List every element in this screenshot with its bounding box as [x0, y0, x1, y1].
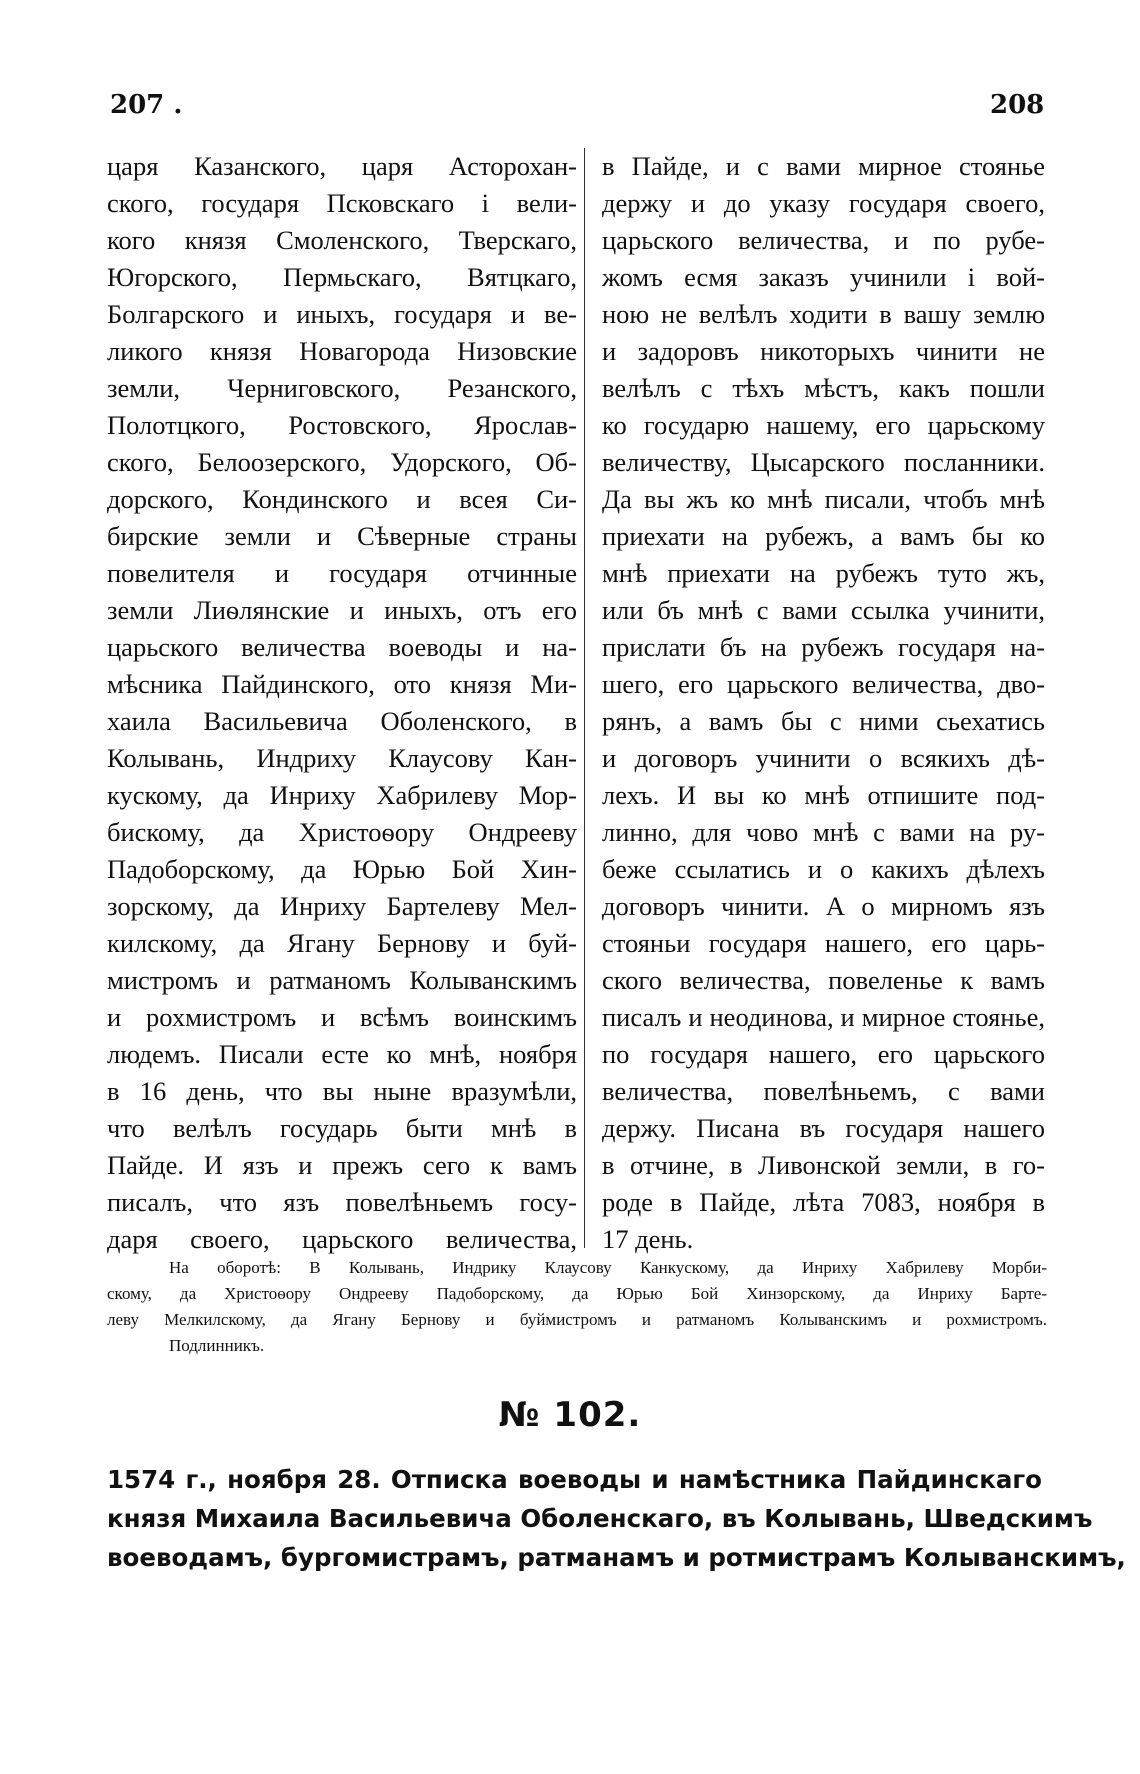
text-line: ского величества, повеленье к вамъ: [602, 965, 1045, 995]
text-line: в 16 день, что вы ныне вразумѣли,: [107, 1076, 577, 1106]
text-line: хаила Васильевича Оболенского, в: [107, 706, 577, 736]
text-line: Болгарского и иныхъ, государя и ве-: [107, 299, 577, 329]
text-line: писалъ, что язъ повелѣньемъ госу-: [107, 1187, 577, 1217]
text-line: 17 день.: [602, 1224, 694, 1254]
text-line: стояньи государя нашего, его царь-: [602, 928, 1045, 958]
text-line: и задоровъ никоторыхъ чинити не: [602, 336, 1045, 366]
text-line: даря своего, царьского величества,: [107, 1224, 577, 1254]
text-line: договоръ чинити. А о мирномъ язъ: [602, 891, 1045, 921]
text-line: зорскому, да Инриху Бартелеву Мел-: [107, 891, 577, 921]
heading-line: князя Михаила Васильевича Оболенскаго, въ Колывань, Шведскимъ: [107, 1504, 1093, 1533]
left-column: [107, 148, 577, 1258]
text-line: Полотцкого, Ростовского, Ярослав-: [107, 410, 577, 440]
text-line: ко государю нашему, его царьскому: [602, 410, 1045, 440]
text-line: Да вы жъ ко мнѣ писали, чтобъ мнѣ: [602, 484, 1045, 514]
text-line: Падоборскому, да Юрью Бой Хин-: [107, 854, 577, 884]
text-line: и договоръ учинити о всякихъ дѣ-: [602, 743, 1045, 773]
text-line: роде в Пайде, лѣта 7083, ноября в: [602, 1187, 1045, 1217]
text-line: царьского величества, и по рубе-: [602, 225, 1045, 255]
page-number-left: 207 .: [110, 90, 183, 120]
text-line: мѣсника Пайдинского, ото князя Ми-: [107, 669, 577, 699]
text-line: кого князя Смоленского, Тверскаго,: [107, 225, 577, 255]
text-line: в Пайде, и с вами мирное стоянье: [602, 151, 1045, 181]
document-heading: [107, 1460, 1126, 1577]
text-line: в отчине, в Ливонской земли, в го-: [602, 1150, 1045, 1180]
footnote: [107, 1255, 1047, 1359]
text-line: лехъ. И вы ко мнѣ отпишите под-: [602, 780, 1045, 810]
column-divider: [584, 148, 585, 1248]
text-line: мистромъ и ратманомъ Колыванскимъ: [107, 965, 577, 995]
text-line: велѣлъ с тѣхъ мѣстъ, какъ пошли: [602, 373, 1045, 403]
text-line: бискому, да Христоѳору Ондрееву: [107, 817, 577, 847]
document-number: № 102.: [498, 1395, 642, 1435]
right-column: [602, 148, 1045, 1258]
text-line: шего, его царьского величества, дво-: [602, 669, 1045, 699]
text-line: жомъ есмя заказъ учинили і вой-: [602, 262, 1045, 292]
text-line: писалъ и неодинова, и мирное стоянье,: [602, 1002, 1045, 1032]
text-line: по государя нашего, его царьского: [602, 1039, 1045, 1069]
text-line: что велѣлъ государь быти мнѣ в: [107, 1113, 577, 1143]
text-line: держу. Писана въ государя нашего: [602, 1113, 1045, 1143]
text-line: кускому, да Инриху Хабрилеву Мор-: [107, 780, 577, 810]
text-line: ликого князя Новагорода Низовские: [107, 336, 577, 366]
footnote-line: На оборотѣ: В Колывань, Индрику Клаусову Канкускому, да Инриху Хабрилеву Морби-: [169, 1258, 1047, 1277]
text-line: мнѣ приехати на рубежъ туто жъ,: [602, 558, 1045, 588]
footnote-line: скому, да Христоѳору Ондрееву Падоборскому, да Юрью Бой Хинзорскому, да Инриху Барте-: [107, 1284, 1047, 1303]
footnote-source: Подлинникъ.: [169, 1336, 265, 1355]
text-line: ского, Белоозерского, Удорского, Об-: [107, 447, 577, 477]
text-line: земли Лиѳлянские и иныхъ, отъ его: [107, 595, 577, 625]
text-line: царя Казанского, царя Асторохан-: [107, 151, 577, 181]
heading-line: 1574 г., ноября 28. Отписка воеводы и намѣстника Пайдинскаго: [107, 1465, 1042, 1494]
text-line: ского, государя Псковскаго і вели-: [107, 188, 577, 218]
text-line: Югорского, Пермьскаго, Вятцкаго,: [107, 262, 577, 292]
text-line: ною не велѣлъ ходити в вашу землю: [602, 299, 1045, 329]
text-line: Пайде. И язъ и прежъ сего к вамъ: [107, 1150, 577, 1180]
text-line: царьского величества воеводы и на-: [107, 632, 577, 662]
text-line: величеству, Цысарского посланники.: [602, 447, 1045, 477]
text-line: держу и до указу государя своего,: [602, 188, 1045, 218]
text-line: людемъ. Писали есте ко мнѣ, ноября: [107, 1039, 577, 1069]
text-line: и рохмистромъ и всѣмъ воинскимъ: [107, 1002, 577, 1032]
text-line: Колывань, Индриху Клаусову Кан-: [107, 743, 577, 773]
text-line: прислати бъ на рубежъ государя на-: [602, 632, 1045, 662]
text-line: беже ссылатись и о какихъ дѣлехъ: [602, 854, 1045, 884]
footnote-line: леву Мелкилскому, да Ягану Бернову и буймистромъ и ратманомъ Колыванскимъ и рохмистромъ.: [107, 1310, 1047, 1329]
text-line: повелителя и государя отчинные: [107, 558, 577, 588]
text-line: или бъ мнѣ с вами ссылка учинити,: [602, 595, 1045, 625]
text-line: бирские земли и Сѣверные страны: [107, 521, 577, 551]
heading-line: воеводамъ, бургомистрамъ, ратманамъ и ротмистрамъ Колыванскимъ,: [107, 1543, 1126, 1572]
text-line: линно, для чово мнѣ с вами на ру-: [602, 817, 1045, 847]
text-line: величества, повелѣньемъ, с вами: [602, 1076, 1045, 1106]
text-line: килскому, да Ягану Бернову и буй-: [107, 928, 577, 958]
text-line: рянъ, а вамъ бы с ними сьехатись: [602, 706, 1045, 736]
text-line: приехати на рубежъ, а вамъ бы ко: [602, 521, 1045, 551]
text-line: дорского, Кондинского и всея Си-: [107, 484, 577, 514]
page-number-right: 208: [990, 90, 1045, 120]
text-line: земли, Черниговского, Резанского,: [107, 373, 577, 403]
